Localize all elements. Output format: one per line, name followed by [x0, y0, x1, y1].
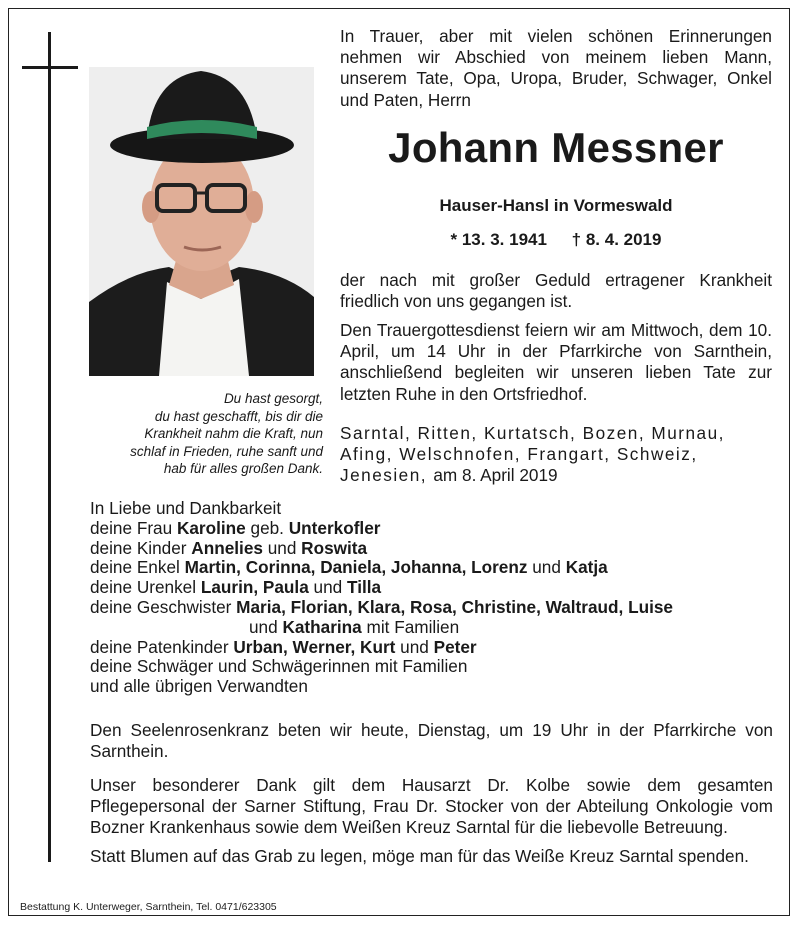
intro-text: In Trauer, aber mit vielen schönen Erinnerungen nehmen wir Abschied von meinem lieben Mann, unserem Tate, Opa, Uropa, Bruder, Schwager, Onkel und Paten, Herrn — [340, 26, 772, 110]
label: deine Patenkinder — [90, 636, 234, 657]
memorial-quote — [78, 390, 323, 478]
life-dates — [340, 230, 772, 250]
quote-line: Krankheit nahm die Kraft, nun — [144, 426, 323, 441]
family-line-relatives: und alle übrigen Verwandten — [90, 676, 308, 697]
family-opening: In Liebe und Dankbarkeit — [90, 498, 282, 518]
great-grandchildren-names: Laurin, Paula — [200, 577, 309, 598]
rosary-text: Den Seelenrosenkranz beten wir heute, Dienstag, um 19 Uhr in der Pfarrkirche von Sarnthein. — [90, 720, 773, 762]
family-line-godchildren — [90, 638, 780, 658]
place-date: am 8. April 2019 — [433, 465, 558, 486]
quote-line: schlaf in Frieden, ruhe sanft und — [130, 443, 323, 459]
label: und — [249, 616, 283, 637]
passing-text: der nach mit großer Geduld ertragener Krankheit friedlich von uns gegangen ist. — [340, 270, 772, 312]
deceased-name: Johann Messner — [388, 124, 724, 171]
label: deine Enkel — [90, 557, 185, 578]
label: deine Kinder — [90, 537, 192, 558]
mourners-list — [90, 499, 780, 697]
quote-line: hab für alles großen Dank. — [163, 461, 323, 476]
child-name: Annelies — [191, 537, 263, 558]
family-line-inlaws: deine Schwäger und Schwägerinnen mit Familien — [90, 656, 468, 677]
godchildren-names: Urban, Werner, Kurt — [233, 636, 396, 657]
quote-line: du hast geschafft, bis dir die — [154, 408, 323, 424]
child-name: Roswita — [301, 537, 368, 558]
service-text: Den Trauergottesdienst feiern wir am Mittwoch, dem 10. April, um 14 Uhr in der Pfarrkirche von Sarnthein, anschließend begleiten wir unseren lieben Tate zur letzten Ruhe in den Ortsfriedhof. — [340, 320, 772, 404]
cross-icon — [48, 32, 51, 862]
label: geb. — [245, 517, 289, 538]
wife-maiden-name: Unterkofler — [288, 517, 381, 538]
places-list: Sarntal, Ritten, Kurtatsch, Bozen, Murnau, Afing, Welschnofen, Frangart, Schweiz, Jenesien, — [340, 423, 725, 486]
label: und — [308, 577, 348, 598]
cross-icon-bar — [22, 66, 78, 69]
label: deine Geschwister — [90, 596, 237, 617]
family-line-wife — [90, 519, 780, 539]
sibling-names: Maria, Florian, Klara, Rosa, Christine, Waltraud, Luise — [236, 596, 673, 617]
family-line-siblings — [90, 598, 780, 618]
funeral-home-footer: Bestattung K. Unterweger, Sarnthein, Tel. 0471/623305 — [20, 901, 277, 913]
family-line-siblings-cont — [90, 618, 780, 638]
thanks-text: Unser besonderer Dank gilt dem Hausarzt Dr. Kolbe sowie dem gesamten Pflegepersonal der Sarner Stiftung, Frau Dr. Stocker von der Abteilung Onkologie vom Bozner Krankenhaus sowie dem Weißen Kreuz Sarntal für die liebevolle Betreuung. — [90, 775, 773, 838]
nickname: Hauser-Hansl in Vormeswald — [439, 196, 673, 215]
family-line-children — [90, 539, 780, 559]
label: mit Familien — [361, 616, 460, 637]
godchild-name: Peter — [433, 636, 477, 657]
grandchildren-names: Martin, Corinna, Daniela, Johanna, Lorenz — [184, 557, 528, 578]
portrait-photo — [89, 67, 314, 376]
great-grandchild-name: Tilla — [347, 577, 382, 598]
label: und — [262, 537, 302, 558]
family-line-great-grandchildren — [90, 578, 780, 598]
label: und — [527, 557, 566, 578]
wife-name: Karoline — [176, 517, 246, 538]
label: deine Urenkel — [90, 577, 201, 598]
quote-line: Du hast gesorgt, — [223, 391, 323, 406]
label: deine Frau — [90, 517, 177, 538]
flowers-text: Statt Blumen auf das Grab zu legen, möge man für das Weiße Kreuz Sarntal spenden. — [90, 846, 749, 866]
label: und — [395, 636, 434, 657]
family-line-grandchildren — [90, 558, 780, 578]
sibling-name: Katharina — [282, 616, 362, 637]
places-text — [340, 423, 772, 487]
grandchild-name: Katja — [565, 557, 608, 578]
birth-date: * 13. 3. 1941 — [450, 230, 547, 249]
death-date: † 8. 4. 2019 — [571, 230, 662, 249]
